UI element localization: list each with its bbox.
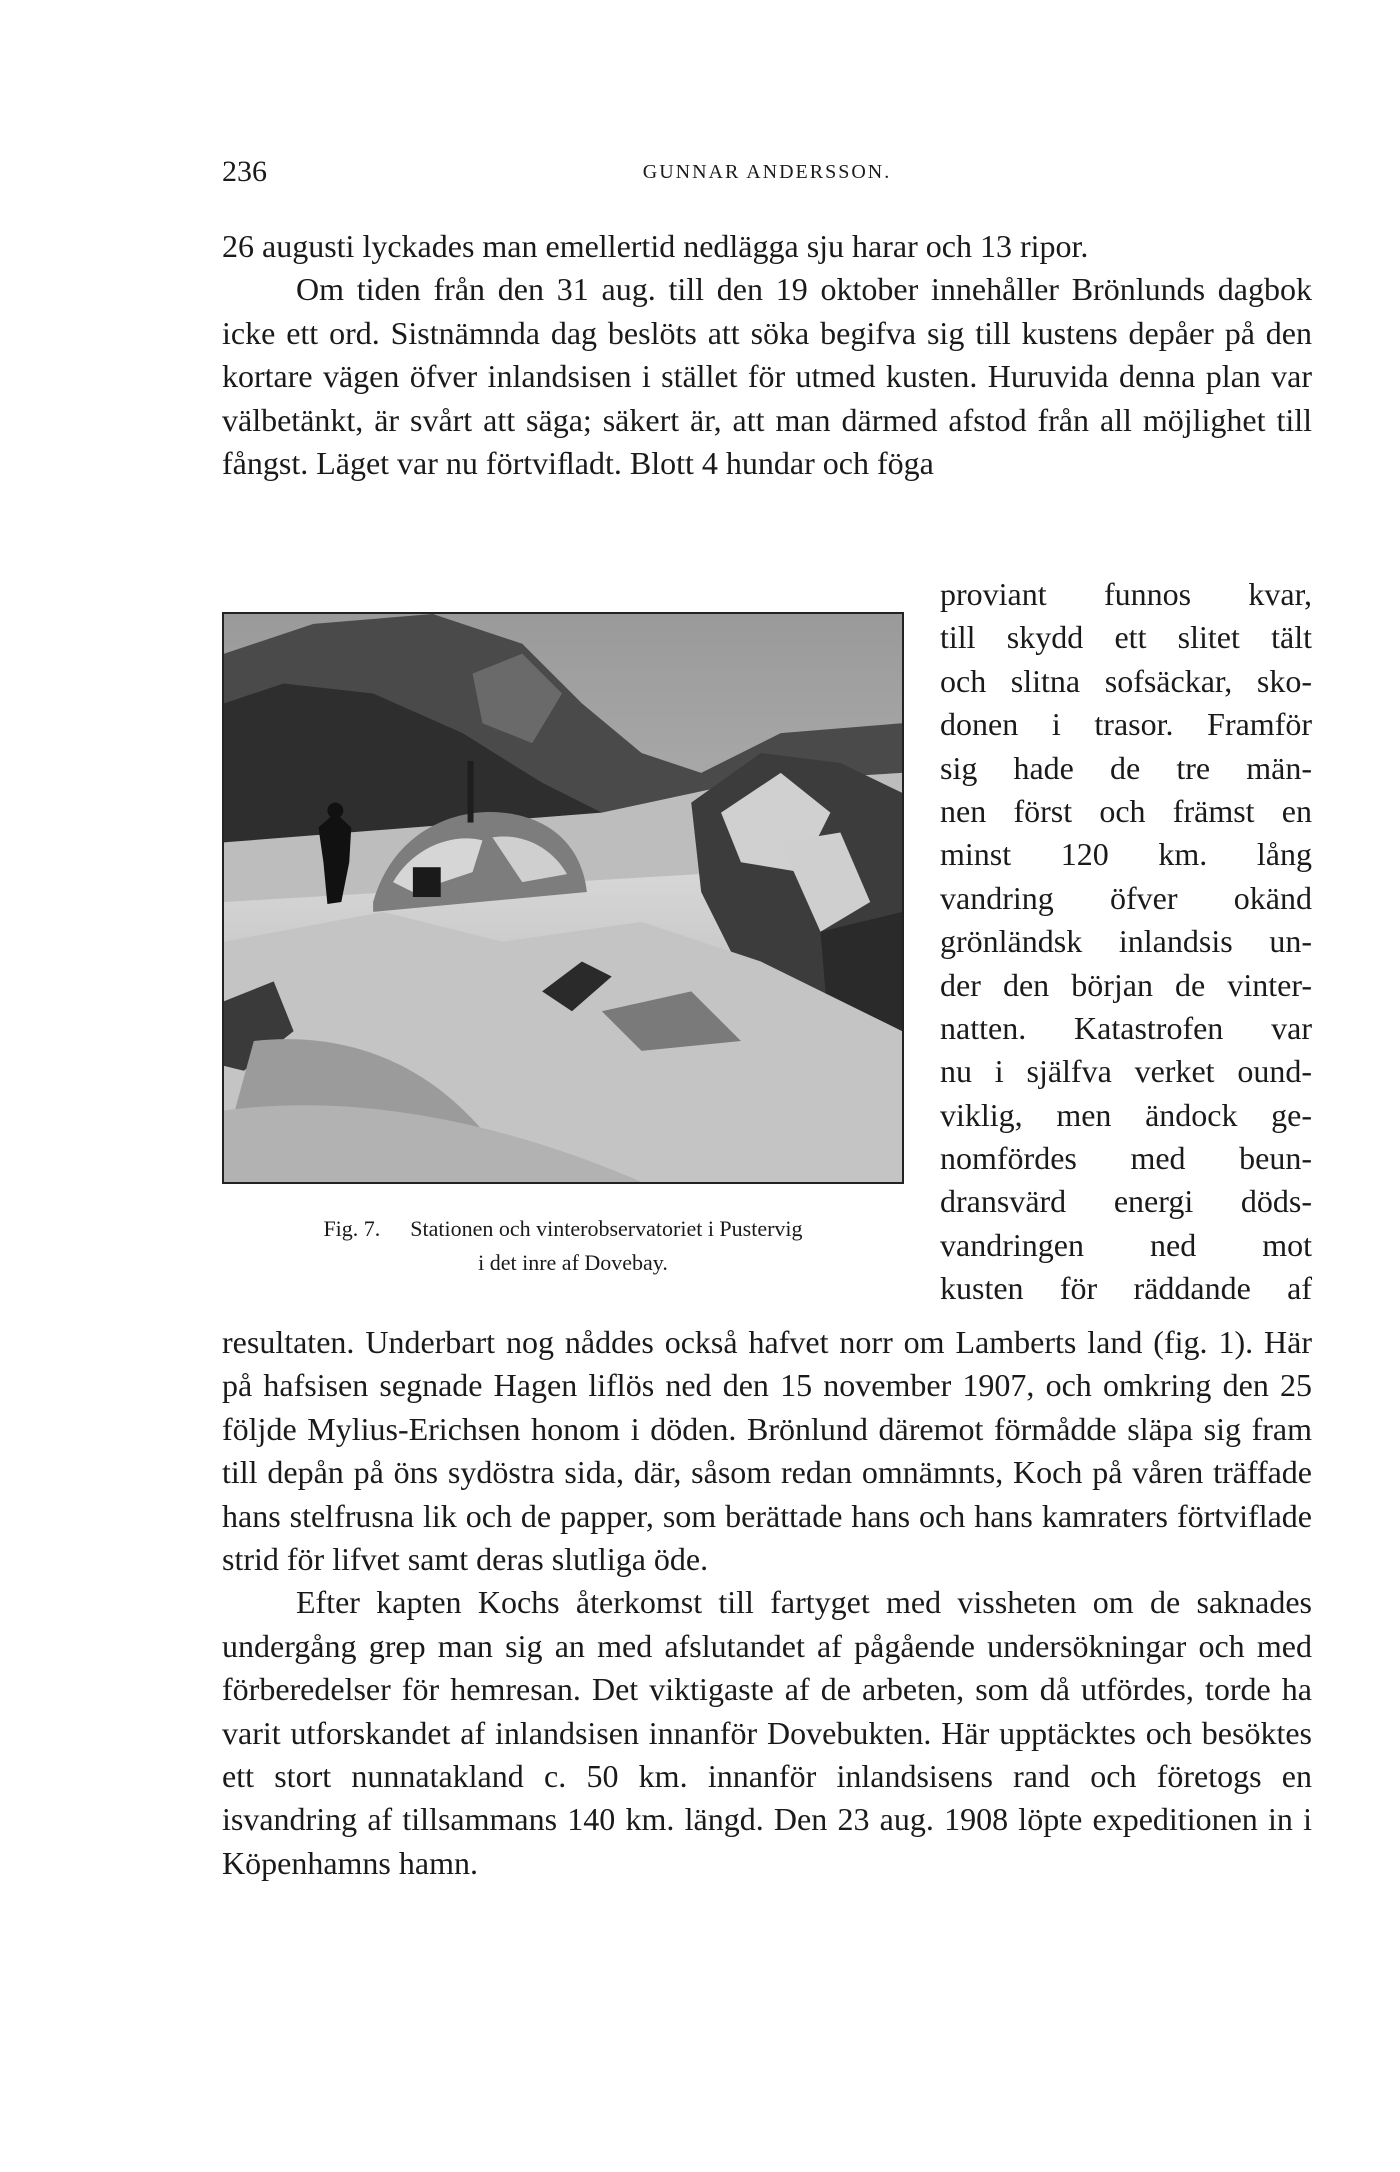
wrap-line: kusten för räddande af: [940, 1270, 1312, 1307]
text-block-bottom: [222, 1321, 1312, 1885]
wrap-line: viklig, men ändock ge-: [940, 1096, 1312, 1133]
wrap-line: sig hade de tre män-: [940, 749, 1312, 786]
paragraph: Efter kapten Kochs återkomst till fartyget med vissheten om de saknades undergång grep man sig an med afslutandet af pågående undersökningar och med förberedelser för hemresan. Det viktigaste af de arbeten, som då utfördes, torde ha varit utforskandet af inlandsisen innanför Dovebukten. Här upptäcktes och besöktes ett stort nunnatakland c. 50 km. innanför inlandsisens rand och företogs en isvandring af tillsammans 140 km. längd. Den 23 aug. 1908 löpte expeditionen in i Köpenhamns hamn.: [222, 1584, 1312, 1881]
figure-caption: [222, 1212, 904, 1280]
wrap-line: proviant funnos kvar,: [940, 576, 1312, 612]
wrap-line: dransvärd energi döds-: [940, 1183, 1312, 1220]
wrap-line: der den början de vinter-: [940, 966, 1312, 1003]
running-head: [222, 155, 1312, 195]
wrap-line: nu i själfva verket ound-: [940, 1053, 1312, 1090]
wrap-line: vandringen ned mot: [940, 1226, 1312, 1263]
figure-number: Fig. 7.: [323, 1216, 381, 1241]
wrap-line: och slitna sofsäckar, sko-: [940, 662, 1312, 699]
wrap-line: donen i trasor. Framför: [940, 706, 1312, 743]
wrap-line: till skydd ett slitet tält: [940, 619, 1312, 656]
wrap-line: vandring öfver okänd: [940, 879, 1312, 916]
wrap-line: natten. Katastrofen var: [940, 1009, 1312, 1046]
paragraph: Om tiden från den 31 aug. till den 19 oktober innehåller Brönlunds dagbok icke ett ord. Sistnämnda dag beslöts att söka begifva sig till kustens depåer på den kortare vägen öfver inlandsisen i stället för utmed kusten. Huruvida denna plan var välbetänkt, är svårt att säga; säkert är, att man därmed afstod från all möjlighet till fångst. Läget var nu förtviﬂadt. Blott 4 hundar och föga: [222, 271, 1312, 482]
caption-line-2: i det inre af Dovebay.: [478, 1250, 668, 1275]
wrap-line: grönländsk inlandsis un-: [940, 923, 1312, 960]
paragraph: 26 augusti lyckades man emellertid nedlägga sju harar och 13 ripor.: [222, 228, 1089, 264]
page-number: 236: [222, 155, 267, 188]
photo-station-illustration: [224, 614, 902, 1182]
running-title: GUNNAR ANDERSSON.: [642, 161, 892, 183]
text-wrap-column: [940, 573, 1312, 1311]
figure-photo: [222, 612, 904, 1184]
caption-line-1: Stationen och vinterobservatoriet i Pustervig: [410, 1216, 803, 1241]
wrap-line: nen först och främst en: [940, 792, 1312, 829]
paragraph: resultaten. Underbart nog nåddes också hafvet norr om Lamberts land (fig. 1). Här på hafsisen segnade Hagen liflös ned den 15 november 1907, och omkring den 25 följde Mylius-Erichsen honom i döden. Brönlund däremot förmådde släpa sig fram till depån på öns sydöstra sida, där, såsom redan omnämnts, Koch på våren träffade hans stelfrusna lik och de papper, som berättade hans och hans kamraters förtviflade strid för lifvet samt deras slutliga öde.: [222, 1324, 1312, 1578]
text-block-top: [222, 225, 1312, 485]
wrap-line: minst 120 km. lång: [940, 836, 1312, 873]
wrap-line: nomfördes med beun-: [940, 1140, 1312, 1177]
